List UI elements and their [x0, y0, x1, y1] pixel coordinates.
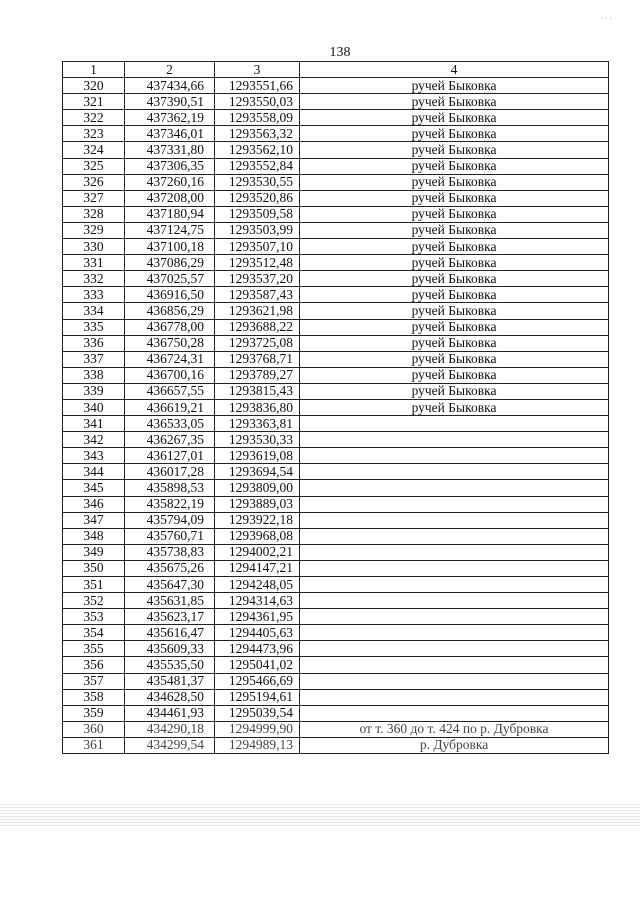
- table-row: [63, 239, 609, 255]
- x-coordinate-cell: 435794,09: [125, 512, 215, 528]
- x-coordinate-cell: 436724,31: [125, 351, 215, 367]
- y-coordinate-cell: 1293789,27: [215, 367, 300, 383]
- x-coordinate-cell: 436017,28: [125, 464, 215, 480]
- description-cell: ручей Быковка: [300, 367, 609, 383]
- y-coordinate-cell: 1293530,55: [215, 174, 300, 190]
- point-number-cell: 326: [63, 174, 125, 190]
- table-row: [63, 593, 609, 609]
- table-row: [63, 271, 609, 287]
- point-number-cell: 352: [63, 593, 125, 609]
- description-cell: ручей Быковка: [300, 271, 609, 287]
- point-number-cell: 355: [63, 641, 125, 657]
- description-cell: [300, 625, 609, 641]
- x-coordinate-cell: 437124,75: [125, 222, 215, 238]
- x-coordinate-cell: 435535,50: [125, 657, 215, 673]
- point-number-cell: 361: [63, 737, 125, 753]
- x-coordinate-cell: 434290,18: [125, 721, 215, 737]
- x-coordinate-cell: 437025,57: [125, 271, 215, 287]
- y-coordinate-cell: 1293968,08: [215, 528, 300, 544]
- x-coordinate-cell: 434628,50: [125, 689, 215, 705]
- y-coordinate-cell: 1293509,58: [215, 206, 300, 222]
- table-row: [63, 158, 609, 174]
- table-row: [63, 544, 609, 560]
- description-cell: ручей Быковка: [300, 383, 609, 399]
- x-coordinate-cell: 436856,29: [125, 303, 215, 319]
- point-number-cell: 322: [63, 110, 125, 126]
- x-coordinate-cell: 437180,94: [125, 206, 215, 222]
- point-number-cell: 329: [63, 222, 125, 238]
- description-cell: ручей Быковка: [300, 319, 609, 335]
- y-coordinate-cell: 1294361,95: [215, 609, 300, 625]
- y-coordinate-cell: 1293621,98: [215, 303, 300, 319]
- point-number-cell: 331: [63, 255, 125, 271]
- table-row: [63, 110, 609, 126]
- point-number-cell: 341: [63, 416, 125, 432]
- point-number-cell: 336: [63, 335, 125, 351]
- description-cell: [300, 464, 609, 480]
- table-row: [63, 673, 609, 689]
- table-row: [63, 303, 609, 319]
- table-row: [63, 737, 609, 753]
- table-row: [63, 689, 609, 705]
- x-coordinate-cell: 436778,00: [125, 319, 215, 335]
- table-row: [63, 480, 609, 496]
- y-coordinate-cell: 1293725,08: [215, 335, 300, 351]
- point-number-cell: 327: [63, 190, 125, 206]
- x-coordinate-cell: 436750,28: [125, 335, 215, 351]
- point-number-cell: 344: [63, 464, 125, 480]
- table-row: [63, 721, 609, 737]
- x-coordinate-cell: 437260,16: [125, 174, 215, 190]
- header-x-coordinate: 2: [125, 62, 215, 78]
- x-coordinate-cell: 436267,35: [125, 432, 215, 448]
- y-coordinate-cell: 1294473,96: [215, 641, 300, 657]
- y-coordinate-cell: 1295194,61: [215, 689, 300, 705]
- y-coordinate-cell: 1293550,03: [215, 94, 300, 110]
- description-cell: р. Дубровка: [300, 737, 609, 753]
- coordinates-table: [62, 61, 609, 754]
- y-coordinate-cell: 1293809,00: [215, 480, 300, 496]
- x-coordinate-cell: 435760,71: [125, 528, 215, 544]
- y-coordinate-cell: 1293507,10: [215, 239, 300, 255]
- description-cell: ручей Быковка: [300, 94, 609, 110]
- description-cell: от т. 360 до т. 424 по р. Дубровка: [300, 721, 609, 737]
- point-number-cell: 332: [63, 271, 125, 287]
- table-row: [63, 560, 609, 576]
- y-coordinate-cell: 1293520,86: [215, 190, 300, 206]
- x-coordinate-cell: 435631,85: [125, 593, 215, 609]
- x-coordinate-cell: 437306,35: [125, 158, 215, 174]
- description-cell: [300, 689, 609, 705]
- point-number-cell: 347: [63, 512, 125, 528]
- table-row: [63, 705, 609, 721]
- table-row: [63, 399, 609, 415]
- description-cell: ручей Быковка: [300, 110, 609, 126]
- point-number-cell: 321: [63, 94, 125, 110]
- point-number-cell: 348: [63, 528, 125, 544]
- description-cell: ручей Быковка: [300, 142, 609, 158]
- header-point-number: 1: [63, 62, 125, 78]
- description-cell: ручей Быковка: [300, 158, 609, 174]
- x-coordinate-cell: 436127,01: [125, 448, 215, 464]
- y-coordinate-cell: 1293694,54: [215, 464, 300, 480]
- table-row: [63, 142, 609, 158]
- y-coordinate-cell: 1295041,02: [215, 657, 300, 673]
- description-cell: ручей Быковка: [300, 78, 609, 94]
- description-cell: [300, 673, 609, 689]
- description-cell: ручей Быковка: [300, 222, 609, 238]
- description-cell: [300, 416, 609, 432]
- y-coordinate-cell: 1294002,21: [215, 544, 300, 560]
- y-coordinate-cell: 1294147,21: [215, 560, 300, 576]
- description-cell: ручей Быковка: [300, 303, 609, 319]
- table-row: [63, 416, 609, 432]
- x-coordinate-cell: 434461,93: [125, 705, 215, 721]
- point-number-cell: 340: [63, 399, 125, 415]
- y-coordinate-cell: 1293889,03: [215, 496, 300, 512]
- point-number-cell: 337: [63, 351, 125, 367]
- table-row: [63, 367, 609, 383]
- point-number-cell: 356: [63, 657, 125, 673]
- description-cell: [300, 560, 609, 576]
- point-number-cell: 330: [63, 239, 125, 255]
- point-number-cell: 325: [63, 158, 125, 174]
- table-row: [63, 432, 609, 448]
- table-row: [63, 657, 609, 673]
- table-row: [63, 448, 609, 464]
- point-number-cell: 339: [63, 383, 125, 399]
- x-coordinate-cell: 435738,83: [125, 544, 215, 560]
- table-row: [63, 335, 609, 351]
- point-number-cell: 343: [63, 448, 125, 464]
- description-cell: [300, 448, 609, 464]
- x-coordinate-cell: 437346,01: [125, 126, 215, 142]
- x-coordinate-cell: 437434,66: [125, 78, 215, 94]
- description-cell: ручей Быковка: [300, 255, 609, 271]
- description-cell: [300, 480, 609, 496]
- point-number-cell: 346: [63, 496, 125, 512]
- x-coordinate-cell: 436533,05: [125, 416, 215, 432]
- table-row: [63, 255, 609, 271]
- description-cell: [300, 641, 609, 657]
- y-coordinate-cell: 1293503,99: [215, 222, 300, 238]
- x-coordinate-cell: 437362,19: [125, 110, 215, 126]
- table-row: [63, 287, 609, 303]
- y-coordinate-cell: 1295466,69: [215, 673, 300, 689]
- y-coordinate-cell: 1293512,48: [215, 255, 300, 271]
- y-coordinate-cell: 1293688,22: [215, 319, 300, 335]
- table-row: [63, 641, 609, 657]
- table-row: [63, 528, 609, 544]
- x-coordinate-cell: 435675,26: [125, 560, 215, 576]
- scan-artifact: [0, 804, 640, 826]
- y-coordinate-cell: 1294989,13: [215, 737, 300, 753]
- corner-mark: · · ·: [600, 14, 612, 23]
- y-coordinate-cell: 1293815,43: [215, 383, 300, 399]
- description-cell: ручей Быковка: [300, 239, 609, 255]
- point-number-cell: 335: [63, 319, 125, 335]
- y-coordinate-cell: 1293552,84: [215, 158, 300, 174]
- table-row: [63, 126, 609, 142]
- header-row: [63, 62, 609, 78]
- y-coordinate-cell: 1293537,20: [215, 271, 300, 287]
- description-cell: [300, 512, 609, 528]
- point-number-cell: 350: [63, 560, 125, 576]
- table-row: [63, 609, 609, 625]
- point-number-cell: 345: [63, 480, 125, 496]
- header-description: 4: [300, 62, 609, 78]
- x-coordinate-cell: 437208,00: [125, 190, 215, 206]
- table-row: [63, 206, 609, 222]
- y-coordinate-cell: 1295039,54: [215, 705, 300, 721]
- table-body: [63, 78, 609, 754]
- y-coordinate-cell: 1293563,32: [215, 126, 300, 142]
- description-cell: [300, 544, 609, 560]
- description-cell: [300, 657, 609, 673]
- y-coordinate-cell: 1293768,71: [215, 351, 300, 367]
- point-number-cell: 334: [63, 303, 125, 319]
- table-row: [63, 625, 609, 641]
- header-y-coordinate: 3: [215, 62, 300, 78]
- table-row: [63, 222, 609, 238]
- x-coordinate-cell: 436916,50: [125, 287, 215, 303]
- x-coordinate-cell: 437390,51: [125, 94, 215, 110]
- point-number-cell: 320: [63, 78, 125, 94]
- x-coordinate-cell: 436657,55: [125, 383, 215, 399]
- point-number-cell: 328: [63, 206, 125, 222]
- table-row: [63, 78, 609, 94]
- y-coordinate-cell: 1293587,43: [215, 287, 300, 303]
- y-coordinate-cell: 1293619,08: [215, 448, 300, 464]
- description-cell: ручей Быковка: [300, 174, 609, 190]
- description-cell: [300, 705, 609, 721]
- y-coordinate-cell: 1293836,80: [215, 399, 300, 415]
- y-coordinate-cell: 1293562,10: [215, 142, 300, 158]
- coordinates-table-container: [62, 61, 609, 754]
- y-coordinate-cell: 1294405,63: [215, 625, 300, 641]
- point-number-cell: 358: [63, 689, 125, 705]
- description-cell: [300, 528, 609, 544]
- x-coordinate-cell: 435481,37: [125, 673, 215, 689]
- table-row: [63, 351, 609, 367]
- table-row: [63, 577, 609, 593]
- page-number: 138: [329, 45, 351, 60]
- table-row: [63, 383, 609, 399]
- description-cell: ручей Быковка: [300, 126, 609, 142]
- description-cell: ручей Быковка: [300, 190, 609, 206]
- x-coordinate-cell: 437331,80: [125, 142, 215, 158]
- point-number-cell: 354: [63, 625, 125, 641]
- description-cell: ручей Быковка: [300, 287, 609, 303]
- description-cell: ручей Быковка: [300, 206, 609, 222]
- point-number-cell: 323: [63, 126, 125, 142]
- y-coordinate-cell: 1294999,90: [215, 721, 300, 737]
- point-number-cell: 342: [63, 432, 125, 448]
- description-cell: ручей Быковка: [300, 351, 609, 367]
- y-coordinate-cell: 1293558,09: [215, 110, 300, 126]
- x-coordinate-cell: 436700,16: [125, 367, 215, 383]
- x-coordinate-cell: 437086,29: [125, 255, 215, 271]
- point-number-cell: 349: [63, 544, 125, 560]
- x-coordinate-cell: 435609,33: [125, 641, 215, 657]
- x-coordinate-cell: 435647,30: [125, 577, 215, 593]
- description-cell: [300, 577, 609, 593]
- table-row: [63, 496, 609, 512]
- y-coordinate-cell: 1293551,66: [215, 78, 300, 94]
- x-coordinate-cell: 434299,54: [125, 737, 215, 753]
- table-row: [63, 319, 609, 335]
- x-coordinate-cell: 437100,18: [125, 239, 215, 255]
- x-coordinate-cell: 435616,47: [125, 625, 215, 641]
- description-cell: [300, 593, 609, 609]
- description-cell: ручей Быковка: [300, 335, 609, 351]
- x-coordinate-cell: 435822,19: [125, 496, 215, 512]
- table-row: [63, 94, 609, 110]
- y-coordinate-cell: 1293363,81: [215, 416, 300, 432]
- x-coordinate-cell: 436619,21: [125, 399, 215, 415]
- y-coordinate-cell: 1293530,33: [215, 432, 300, 448]
- y-coordinate-cell: 1294248,05: [215, 577, 300, 593]
- table-row: [63, 190, 609, 206]
- point-number-cell: 359: [63, 705, 125, 721]
- point-number-cell: 360: [63, 721, 125, 737]
- y-coordinate-cell: 1293922,18: [215, 512, 300, 528]
- description-cell: ручей Быковка: [300, 399, 609, 415]
- point-number-cell: 324: [63, 142, 125, 158]
- point-number-cell: 353: [63, 609, 125, 625]
- table-row: [63, 174, 609, 190]
- table-row: [63, 512, 609, 528]
- table-row: [63, 464, 609, 480]
- description-cell: [300, 432, 609, 448]
- point-number-cell: 351: [63, 577, 125, 593]
- x-coordinate-cell: 435623,17: [125, 609, 215, 625]
- x-coordinate-cell: 435898,53: [125, 480, 215, 496]
- point-number-cell: 357: [63, 673, 125, 689]
- description-cell: [300, 496, 609, 512]
- description-cell: [300, 609, 609, 625]
- y-coordinate-cell: 1294314,63: [215, 593, 300, 609]
- point-number-cell: 338: [63, 367, 125, 383]
- point-number-cell: 333: [63, 287, 125, 303]
